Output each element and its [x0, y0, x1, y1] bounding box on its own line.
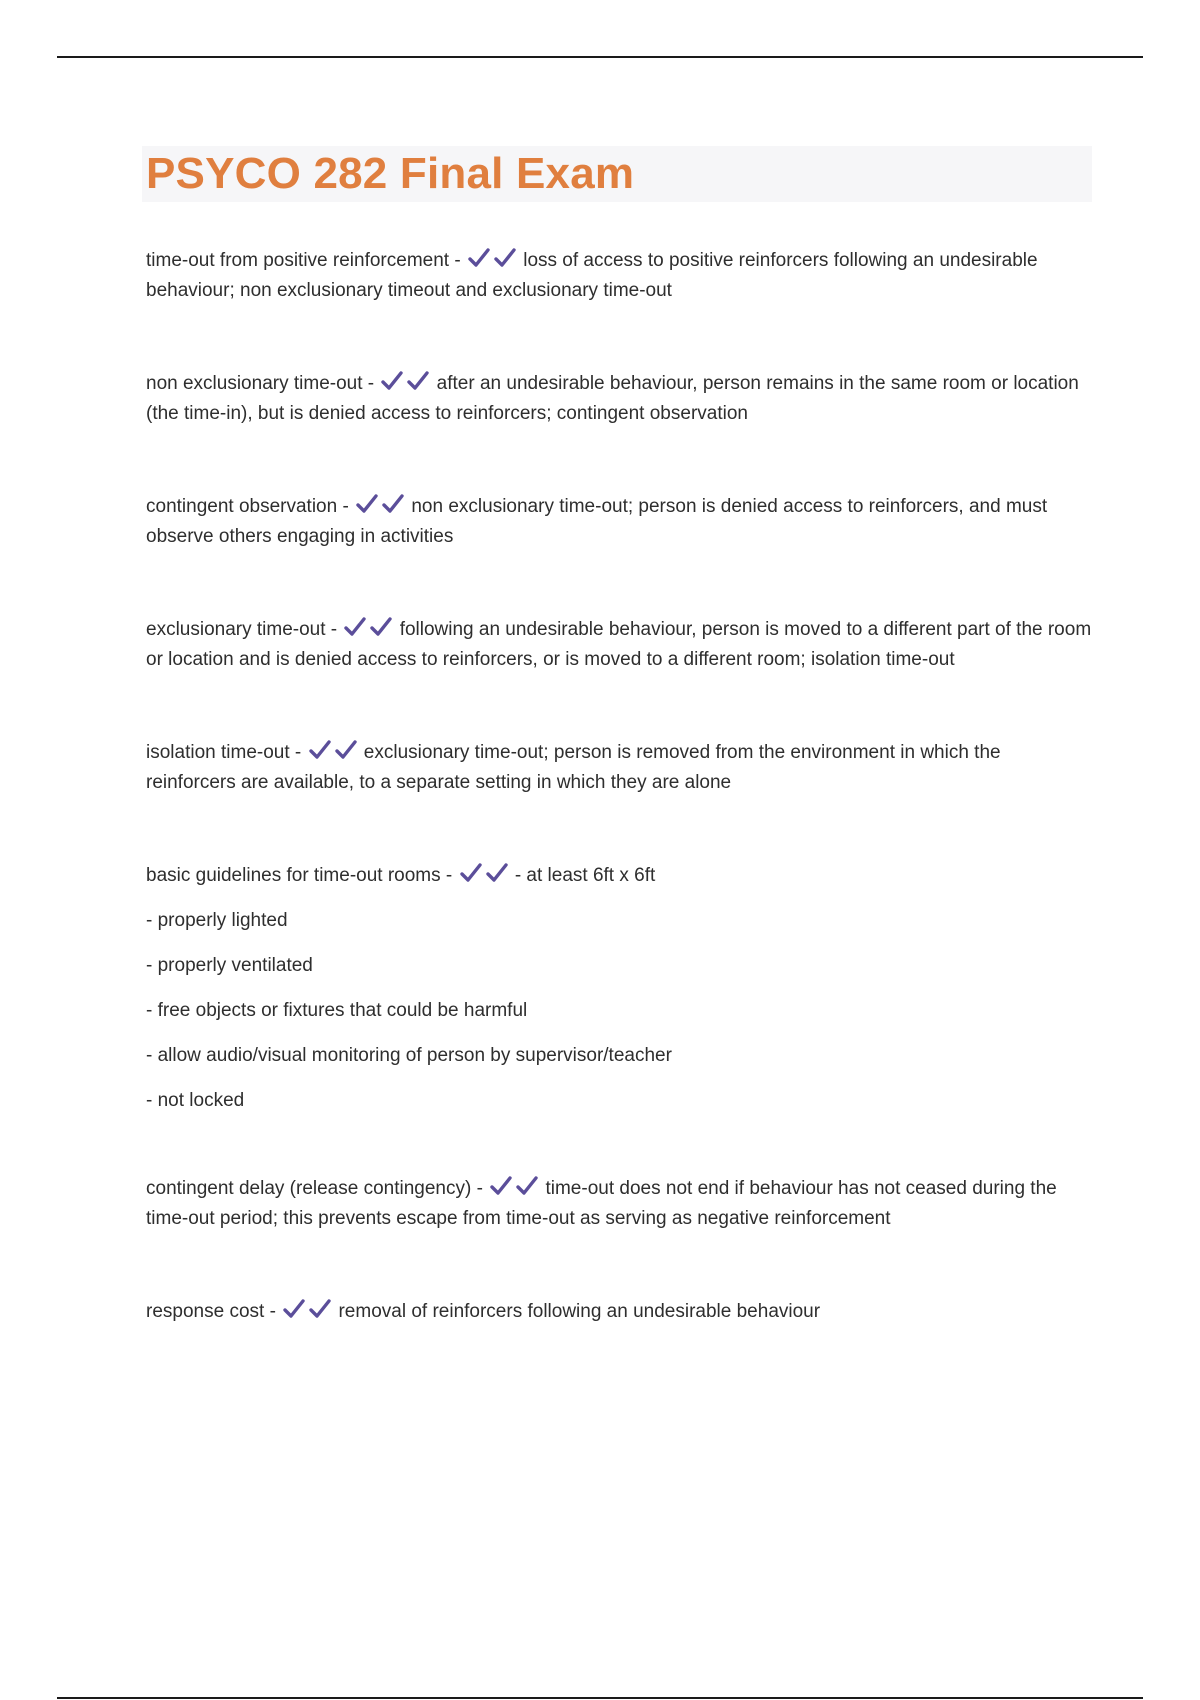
checkmark-icon [493, 247, 517, 269]
checkmark-icon [308, 739, 332, 761]
checkmark-icon [381, 493, 405, 515]
checkmark-icon [406, 370, 430, 392]
entry-definition: non exclusionary time-out; person is denied access to reinforcers, and must observe others engaging in activities [146, 496, 1048, 547]
flashcard-entry [146, 738, 1092, 798]
entry-definition: - at least 6ft x 6ft [514, 865, 656, 886]
checkmark-icon [489, 1175, 513, 1197]
checkmark-icon [459, 862, 483, 884]
entry-definition: time-out does not end if behaviour has not ceased during the time-out period; this prevents escape from time-out as serving as negative reinforcement [146, 1178, 1057, 1229]
guideline-bullet: - properly ventilated [146, 955, 313, 976]
document-title: PSYCO 282 Final Exam [146, 149, 635, 198]
entry-term: response cost - [146, 1301, 276, 1322]
checkmark-icon [334, 739, 358, 761]
bottom-divider [57, 1697, 1143, 1699]
checkmark-icon [308, 1298, 332, 1320]
guideline-bullet: - allow audio/visual monitoring of person by supervisor/teacher [146, 1045, 672, 1066]
entry-definition: after an undesirable behaviour, person remains in the same room or location (the time-in), but is denied access to reinforcers; contingent observation [146, 373, 1079, 424]
checkmark-icon [380, 370, 404, 392]
checkmark-icon [369, 616, 393, 638]
entry-term: time-out from positive reinforcement - [146, 250, 461, 271]
entry-term: non exclusionary time-out - [146, 373, 375, 394]
entry-term: contingent delay (release contingency) - [146, 1178, 483, 1199]
entry-term: isolation time-out - [146, 742, 302, 763]
flashcard-entry [146, 1174, 1092, 1234]
entry-definition: removal of reinforcers following an undesirable behaviour [338, 1301, 821, 1322]
flashcard-list [146, 246, 1092, 1327]
entry-first-line [146, 861, 1092, 891]
checkmark-icon [355, 493, 379, 515]
entry-term: contingent observation - [146, 496, 349, 517]
flashcard-entry [146, 246, 1092, 306]
flashcard-entry [146, 369, 1092, 429]
guideline-bullet: - properly lighted [146, 910, 288, 931]
flashcard-entry [146, 861, 1092, 1116]
flashcard-entry [146, 1297, 1092, 1327]
flashcard-entry [146, 492, 1092, 552]
checkmark-icon [515, 1175, 539, 1197]
top-divider [57, 56, 1143, 58]
entry-definition: exclusionary time-out; person is removed from the environment in which the reinforcers are available, to a separate setting in which they are alone [146, 742, 1001, 793]
entry-term: exclusionary time-out - [146, 619, 338, 640]
checkmark-icon [485, 862, 509, 884]
entry-definition: following an undesirable behaviour, person is moved to a different part of the room or location and is denied access to reinforcers, or is moved to a different room; isolation time-out [146, 619, 1092, 670]
entry-term: basic guidelines for time-out rooms - [146, 865, 453, 886]
checkmark-icon [282, 1298, 306, 1320]
checkmark-icon [343, 616, 367, 638]
guideline-bullet: - not locked [146, 1090, 245, 1111]
flashcard-entry [146, 615, 1092, 675]
checkmark-icon [467, 247, 491, 269]
entry-definition: loss of access to positive reinforcers following an undesirable behaviour; non exclusionary timeout and exclusionary time-out [146, 250, 1038, 301]
guideline-bullet: - free objects or fixtures that could be harmful [146, 1000, 528, 1021]
